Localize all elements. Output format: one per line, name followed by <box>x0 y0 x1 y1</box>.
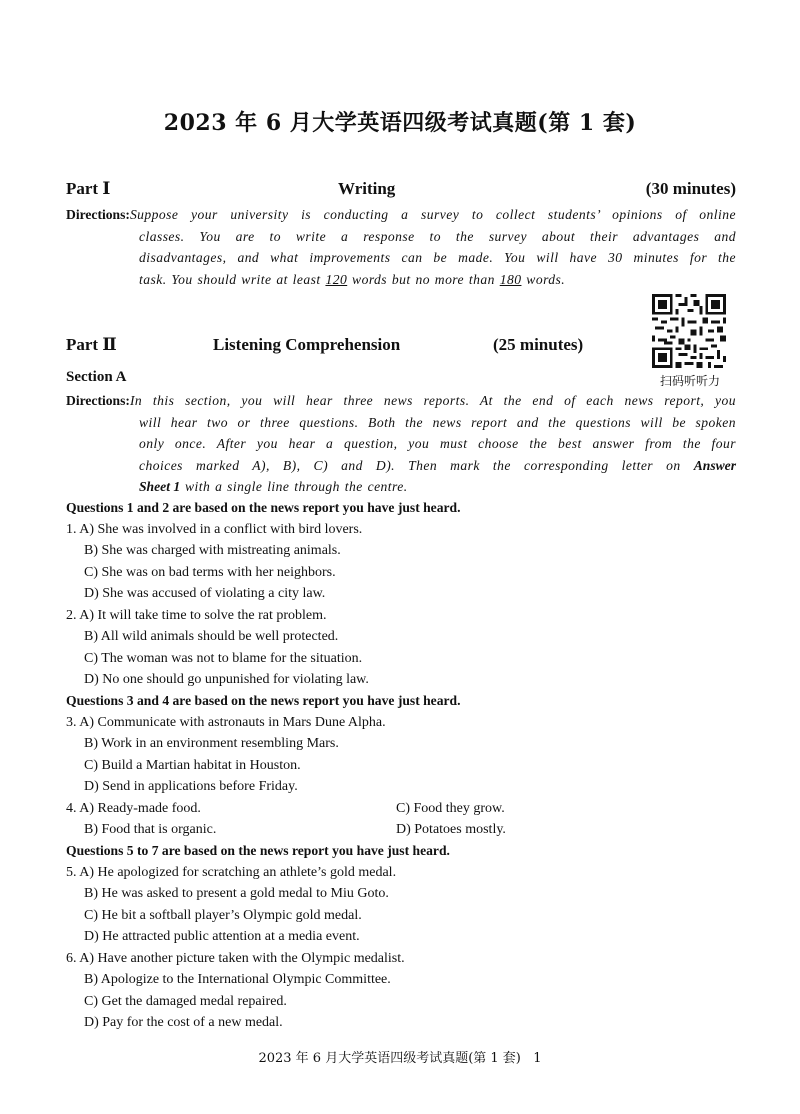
directions-text: choices marked A), B), C) and D). Then mark the corresponding letter on <box>139 457 694 473</box>
directions-line: disadvantages, and what improvements can be made. You will have 30 minutes for the <box>139 250 736 265</box>
question-option: D) Potatoes mostly. <box>396 822 506 837</box>
directions-line: In this section, you will hear three news reports. At the end of each news report, you <box>129 393 736 408</box>
question-number: 2. <box>66 607 77 623</box>
option-text: A) Ready-made food. <box>79 800 201 816</box>
part-1-label: Part Ⅰ <box>66 179 111 198</box>
question-group-header: Questions 5 to 7 are based on the news report you have just heard. <box>66 843 450 858</box>
question-option <box>66 712 746 734</box>
question-option: C) Food they grow. <box>396 800 505 816</box>
question-option: C) He bit a softball player’s Olympic gold medal. <box>84 907 362 923</box>
question-option: C) The woman was not to blame for the situation. <box>84 650 363 666</box>
question-option: C) Get the damaged medal repaired. <box>84 993 287 1009</box>
question-option-row <box>66 798 746 820</box>
question-option: C) Build a Martian habitat in Houston. <box>84 757 301 773</box>
question-option: B) He was asked to present a gold medal to Miu Goto. <box>84 886 389 901</box>
footer-title: 2023 年 6 月大学英语四级考试真题(第 1 套) <box>258 1051 521 1066</box>
part-2-label: Part Ⅱ <box>66 335 117 354</box>
question-number: 3. <box>66 714 77 730</box>
part-2-header <box>66 335 626 361</box>
question-option: D) No one should go unpunished for violating law. <box>84 672 369 687</box>
question-option-row <box>66 819 746 841</box>
directions-text: words but no more than <box>347 271 500 287</box>
question-group-1 <box>66 497 746 691</box>
question-option: B) Apologize to the International Olympic Committee. <box>84 972 391 987</box>
question-option: B) All wild animals should be well protected. <box>84 629 339 644</box>
page-number: 1 <box>533 1051 542 1066</box>
page-title: 2023 年 6 月大学英语四级考试真题(第 1 套) <box>163 110 637 136</box>
question-group-header: Questions 1 and 2 are based on the news report you have just heard. <box>66 500 461 515</box>
directions-line <box>66 476 736 498</box>
option-text: A) She was involved in a conflict with bird lovers. <box>79 521 363 537</box>
section-a-directions <box>66 390 736 498</box>
question-group-3 <box>66 840 746 1034</box>
question-number: 5. <box>66 864 77 880</box>
question-option: B) Food that is organic. <box>84 822 217 837</box>
question-number: 4. <box>66 800 77 816</box>
question-option <box>66 519 746 541</box>
directions-text: words. <box>521 271 566 287</box>
option-text: A) It will take time to solve the rat problem. <box>79 607 327 623</box>
option-text: A) He apologized for scratching an athlete’s gold medal. <box>79 864 397 880</box>
question-option <box>66 798 396 820</box>
max-words: 180 <box>499 271 522 287</box>
qr-code-icon[interactable] <box>652 294 726 368</box>
directions-line: will hear two or three questions. Both the news report and the questions will be spoken <box>139 414 736 430</box>
question-option: B) She was charged with mistreating animals. <box>84 543 341 558</box>
question-option: D) She was accused of violating a city law. <box>84 586 326 601</box>
directions-line <box>66 455 736 477</box>
question-option: D) Send in applications before Friday. <box>84 779 298 794</box>
question-group-2 <box>66 690 746 841</box>
directions-line: only once. After you hear a question, you must choose the best answer from the four <box>139 436 736 451</box>
question-number: 1. <box>66 521 77 537</box>
question-option: C) She was on bad terms with her neighbors. <box>84 564 336 580</box>
part-1-time: (30 minutes) <box>645 179 736 198</box>
part-1-name: Writing <box>338 179 396 198</box>
part-1-directions <box>66 204 736 290</box>
question-option: D) He attracted public attention at a media event. <box>84 929 360 944</box>
option-text: A) Have another picture taken with the Olympic medalist. <box>79 950 405 966</box>
question-option <box>66 862 746 884</box>
directions-text: with a single line through the centre. <box>180 479 408 494</box>
directions-text: task. You should write at least <box>139 271 326 287</box>
directions-label: Directions: <box>66 393 130 408</box>
directions-line: Suppose your university is conducting a survey to collect students’ opinions of online <box>129 207 736 222</box>
qr-caption: 扫码听听力 <box>659 374 720 388</box>
part-1-header <box>66 179 736 205</box>
section-a-heading: Section A <box>66 369 127 385</box>
directions-label: Directions: <box>66 207 130 222</box>
part-2-time: (25 minutes) <box>493 335 584 354</box>
directions-line: classes. You are to write a response to the survey about their advantages and <box>139 228 736 244</box>
question-group-header: Questions 3 and 4 are based on the news report you have just heard. <box>66 693 461 708</box>
page-footer <box>0 1047 800 1066</box>
min-words: 120 <box>325 271 348 287</box>
question-option <box>66 605 746 627</box>
question-option: B) Work in an environment resembling Mars. <box>84 736 339 751</box>
part-2-name: Listening Comprehension <box>213 335 401 354</box>
answer-sheet-text: Answer <box>693 457 736 473</box>
directions-line <box>66 269 736 291</box>
question-option: D) Pay for the cost of a new medal. <box>84 1015 283 1030</box>
question-number: 6. <box>66 950 77 966</box>
question-option <box>66 948 746 970</box>
option-text: A) Communicate with astronauts in Mars Dune Alpha. <box>79 714 386 730</box>
answer-sheet-text: Sheet 1 <box>139 479 181 494</box>
